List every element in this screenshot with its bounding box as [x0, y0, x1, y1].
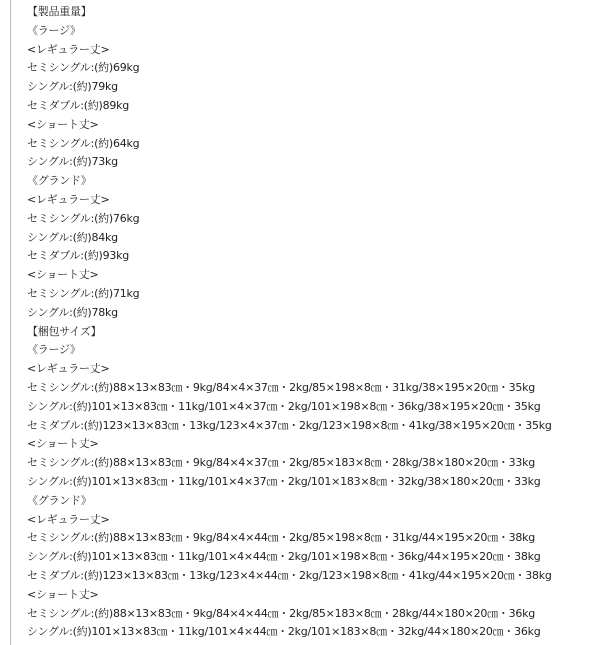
spec-document	[10, 0, 598, 645]
weight-line: シングル:(約)73kg	[27, 155, 118, 169]
weight-line: セミシングル:(約)69kg	[27, 61, 140, 75]
weight-line: セミシングル:(約)76kg	[27, 211, 140, 225]
package-size-line: セミシングル:(約)88×13×83㎝・9kg/84×4×44㎝・2kg/85×183×8㎝・28kg/44×180×20㎝・36kg	[27, 606, 535, 620]
package-size-line: セミシングル:(約)88×13×83㎝・9kg/84×4×37㎝・2kg/85×198×8㎝・31kg/38×195×20㎝・35kg	[27, 380, 535, 394]
weight-line: セミシングル:(約)64kg	[27, 136, 140, 150]
weight-line: セミダブル:(約)89kg	[27, 98, 129, 112]
section-heading-weight: 【製品重量】	[27, 5, 92, 18]
package-size-line: シングル:(約)101×13×83㎝・11kg/101×4×44㎝・2kg/101×198×8㎝・36kg/44×195×20㎝・38kg	[27, 550, 541, 564]
model-heading-large: 《ラージ》	[27, 343, 81, 357]
package-size-line: シングル:(約)101×13×83㎝・11kg/101×4×44㎝・2kg/101×183×8㎝・32kg/44×180×20㎝・36kg	[27, 625, 541, 639]
package-size-line: セミシングル:(約)88×13×83㎝・9kg/84×4×37㎝・2kg/85×183×8㎝・28kg/38×180×20㎝・33kg	[27, 456, 535, 470]
model-heading-grand: 《グランド》	[27, 174, 92, 188]
length-heading-short: <ショート丈>	[27, 587, 99, 601]
length-heading-regular: <レギュラー丈>	[27, 42, 110, 56]
length-heading-short: <ショート丈>	[27, 268, 99, 282]
length-heading-short: <ショート丈>	[27, 117, 99, 131]
weight-line: シングル:(約)79kg	[27, 80, 118, 94]
package-size-line: シングル:(約)101×13×83㎝・11kg/101×4×37㎝・2kg/101×198×8㎝・36kg/38×195×20㎝・35kg	[27, 399, 541, 413]
length-heading-regular: <レギュラー丈>	[27, 192, 110, 206]
weight-line: シングル:(約)84kg	[27, 230, 118, 244]
length-heading-short: <ショート丈>	[27, 437, 99, 451]
weight-line: シングル:(約)78kg	[27, 305, 118, 319]
package-size-line: セミシングル:(約)88×13×83㎝・9kg/84×4×44㎝・2kg/85×198×8㎝・31kg/44×195×20㎝・38kg	[27, 531, 535, 545]
length-heading-regular: <レギュラー丈>	[27, 512, 110, 526]
model-heading-large: 《ラージ》	[27, 23, 81, 37]
weight-line: セミシングル:(約)71kg	[27, 286, 140, 300]
package-size-line: セミダブル:(約)123×13×83㎝・13kg/123×4×44㎝・2kg/123×198×8㎝・41kg/44×195×20㎝・38kg	[27, 568, 552, 582]
model-heading-grand: 《グランド》	[27, 493, 92, 507]
package-size-line: セミダブル:(約)123×13×83㎝・13kg/123×4×37㎝・2kg/123×198×8㎝・41kg/38×195×20㎝・35kg	[27, 418, 552, 432]
weight-line: セミダブル:(約)93kg	[27, 249, 129, 263]
length-heading-regular: <レギュラー丈>	[27, 362, 110, 376]
section-heading-package-size: 【梱包サイズ】	[27, 324, 102, 338]
package-size-line: シングル:(約)101×13×83㎝・11kg/101×4×37㎝・2kg/101×183×8㎝・32kg/38×180×20㎝・33kg	[27, 474, 541, 488]
